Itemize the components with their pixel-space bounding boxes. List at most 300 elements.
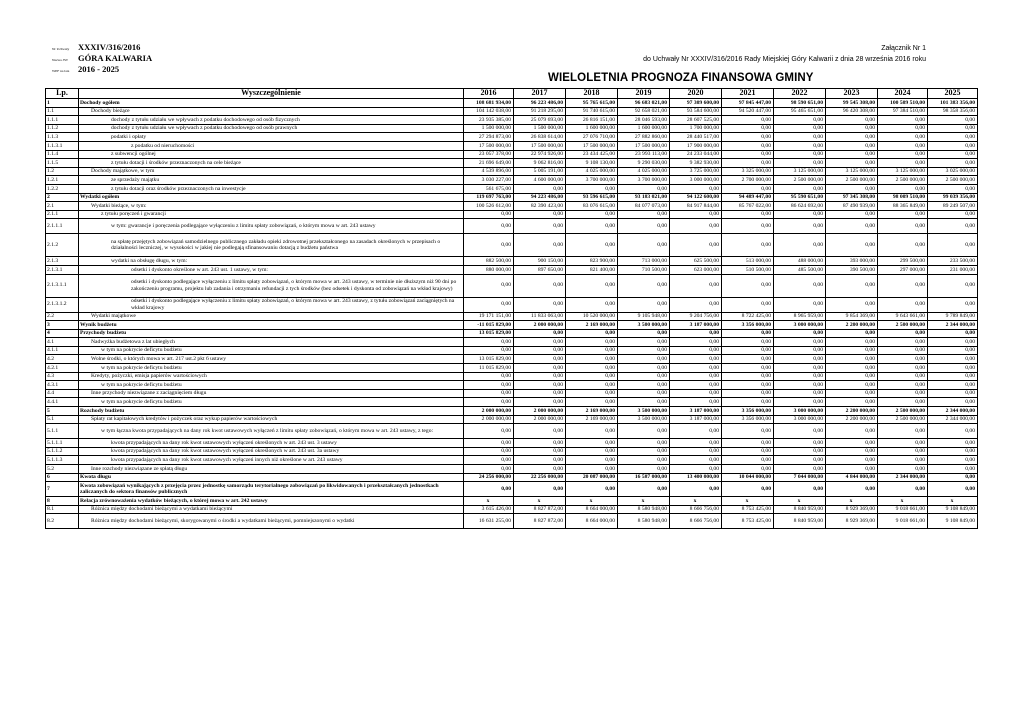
row-value: 87 490 939,00	[826, 202, 878, 211]
row-value: 27 882 860,00	[618, 133, 670, 142]
row-value: 0,00	[878, 372, 928, 381]
row-value: 0,00	[464, 456, 514, 465]
row-value: 3 615 426,00	[464, 505, 514, 514]
row-value: x	[878, 497, 928, 506]
row-value: 0,00	[722, 389, 774, 398]
row-value: 23 057 378,00	[464, 150, 514, 159]
row-value: 821 400,00	[566, 265, 618, 274]
row-value: 3 000 000,00	[774, 321, 826, 330]
row-lp: 1.2	[46, 167, 79, 176]
row-value: 0,00	[774, 274, 826, 297]
table-row	[46, 514, 978, 529]
row-value: 96 223 486,00	[514, 99, 566, 108]
row-value: 104 142 038,00	[464, 107, 514, 116]
row-value: 0,00	[774, 116, 826, 125]
row-value: 0,00	[566, 274, 618, 297]
row-value: 0,00	[928, 398, 978, 407]
row-value: 0,00	[722, 346, 774, 355]
row-value: 0,00	[566, 447, 618, 456]
row-value: 0,00	[774, 141, 826, 150]
table-row	[46, 346, 978, 355]
row-value: 0,00	[928, 447, 978, 456]
row-lp: 2.2	[46, 312, 79, 321]
label-nazwa-jst: Nazwa JST	[52, 58, 69, 62]
row-value: 89 249 507,00	[928, 202, 978, 211]
row-value: 2 500 000,00	[928, 176, 978, 185]
row-value: 0,00	[774, 219, 826, 234]
row-value: 94 122 600,00	[670, 193, 722, 202]
row-value: 4 025 000,00	[566, 167, 618, 176]
row-value: 2 200 000,00	[826, 407, 878, 416]
row-description: Wydatki majątkowe	[79, 312, 464, 321]
row-value: 0,00	[464, 439, 514, 448]
row-description: w tym łączna kwota przypadających na dany rok kwot ustawowych wyłączeń z limitu spłaty zobowiązań, o którym mowa w art. 243 ustawy, z tego:	[79, 424, 464, 439]
row-value: 0,00	[774, 482, 826, 497]
row-value: 0,00	[464, 210, 514, 219]
row-value: 0,00	[774, 159, 826, 168]
row-value: 0,00	[878, 346, 928, 355]
row-value: 0,00	[618, 234, 670, 257]
row-value: 0,00	[774, 338, 826, 347]
row-value: -11 015 829,00	[464, 321, 514, 330]
header-year: 2020	[670, 89, 722, 99]
row-value: 0,00	[566, 329, 618, 338]
row-value: 119 697 763,00	[464, 193, 514, 202]
row-value: 13 015 829,00	[464, 355, 514, 364]
row-value: 0,00	[618, 389, 670, 398]
row-value: 0,00	[722, 159, 774, 168]
document-header-left	[52, 42, 152, 75]
row-value: 0,00	[722, 372, 774, 381]
row-value: 0,00	[928, 439, 978, 448]
row-description: Dochody majątkowe, w tym	[79, 167, 464, 176]
row-description: Wydatki bieżące, w tym:	[79, 202, 464, 211]
row-value: 0,00	[670, 219, 722, 234]
row-lp: 5	[46, 407, 79, 416]
row-value: 623 000,00	[670, 265, 722, 274]
row-description: Przychody budżetu	[79, 329, 464, 338]
row-value: 8 664 000,00	[566, 505, 618, 514]
row-value: 0,00	[928, 338, 978, 347]
row-value: 94 223 486,00	[514, 193, 566, 202]
row-value: 20 087 000,00	[566, 473, 618, 482]
row-value: 2 169 000,00	[566, 415, 618, 424]
row-value: 0,00	[566, 456, 618, 465]
row-value: 0,00	[514, 398, 566, 407]
row-value: 0,00	[670, 439, 722, 448]
row-value: x	[774, 497, 826, 506]
row-value: 0,00	[878, 364, 928, 373]
table-row	[46, 202, 978, 211]
row-value: x	[464, 497, 514, 506]
table-row	[46, 482, 978, 497]
row-value: 0,00	[514, 219, 566, 234]
row-value: 95 465 651,00	[774, 107, 826, 116]
row-value: 0,00	[928, 372, 978, 381]
table-row	[46, 124, 978, 133]
row-value: 0,00	[618, 381, 670, 390]
row-value: 0,00	[514, 456, 566, 465]
row-value: 0,00	[514, 364, 566, 373]
row-value: 8 827 872,00	[514, 514, 566, 529]
row-lp: 6	[46, 473, 79, 482]
row-value: 0,00	[514, 210, 566, 219]
row-value: 0,00	[566, 424, 618, 439]
row-value: 0,00	[722, 364, 774, 373]
row-value: 3 700 000,00	[618, 176, 670, 185]
row-value: 0,00	[722, 133, 774, 142]
table-row	[46, 150, 978, 159]
row-value: 0,00	[670, 447, 722, 456]
row-value: 95 590 651,00	[774, 193, 826, 202]
row-value: 0,00	[826, 355, 878, 364]
row-value: 0,00	[670, 398, 722, 407]
row-value: 0,00	[774, 329, 826, 338]
row-value: 0,00	[514, 346, 566, 355]
table-row	[46, 497, 978, 506]
row-value: 0,00	[928, 297, 978, 312]
row-lp: 1.1.4	[46, 150, 79, 159]
row-value: 0,00	[826, 389, 878, 398]
table-row	[46, 372, 978, 381]
row-value: 8 666 756,00	[670, 505, 722, 514]
table-row	[46, 465, 978, 474]
header-year: 2019	[618, 89, 670, 99]
row-value: 0,00	[464, 389, 514, 398]
row-value: 0,00	[878, 133, 928, 142]
row-value: 3 030 227,00	[464, 176, 514, 185]
row-value: 0,00	[514, 234, 566, 257]
row-value: 0,00	[618, 364, 670, 373]
row-value: 3 125 000,00	[878, 167, 928, 176]
row-value: 13 015 829,00	[464, 329, 514, 338]
table-row	[46, 265, 978, 274]
row-value: 0,00	[826, 447, 878, 456]
row-value: 0,00	[514, 372, 566, 381]
row-description: ze sprzedaży majątku	[79, 176, 464, 185]
row-value: 0,00	[826, 141, 878, 150]
row-value: 0,00	[928, 329, 978, 338]
row-value: 0,00	[774, 184, 826, 193]
municipality-name: GÓRA KALWARIA	[78, 53, 153, 63]
row-value: 0,00	[826, 398, 878, 407]
row-value: 25 079 693,00	[514, 116, 566, 125]
row-value: 97 845 447,00	[722, 99, 774, 108]
row-lp: 4.1	[46, 338, 79, 347]
row-lp: 1.1.2	[46, 124, 79, 133]
row-lp: 1.2.2	[46, 184, 79, 193]
row-value: 11 833 063,00	[514, 312, 566, 321]
row-value: 3 500 000,00	[618, 415, 670, 424]
table-row	[46, 329, 978, 338]
row-value: 0,00	[514, 355, 566, 364]
row-value: 0,00	[722, 398, 774, 407]
row-value: 0,00	[928, 465, 978, 474]
row-value: 0,00	[722, 210, 774, 219]
row-lp: 4	[46, 329, 79, 338]
row-value: 3 725 000,00	[670, 167, 722, 176]
table-row	[46, 312, 978, 321]
row-value: 625 500,00	[670, 257, 722, 266]
table-row	[46, 364, 978, 373]
row-value: 9 789 849,00	[928, 312, 978, 321]
row-value: 0,00	[464, 274, 514, 297]
row-value: 0,00	[878, 116, 928, 125]
row-value: 823 900,00	[566, 257, 618, 266]
row-lp: 1	[46, 99, 79, 108]
row-lp: 2.1.1.1	[46, 219, 79, 234]
row-value: 0,00	[774, 389, 826, 398]
table-row	[46, 321, 978, 330]
row-value: 0,00	[878, 482, 928, 497]
row-value: 0,00	[722, 219, 774, 234]
row-description: Dochody bieżące	[79, 107, 464, 116]
row-value: 0,00	[928, 482, 978, 497]
row-lp: 2.1.3.1	[46, 265, 79, 274]
table-row	[46, 107, 978, 116]
row-value: 4 539 896,00	[464, 167, 514, 176]
row-value: 0,00	[928, 389, 978, 398]
row-value: 9 018 661,00	[878, 505, 928, 514]
table-row	[46, 167, 978, 176]
row-value: 0,00	[878, 184, 928, 193]
table-row	[46, 381, 978, 390]
row-lp: 2	[46, 193, 79, 202]
row-value: 0,00	[618, 398, 670, 407]
row-value: 0,00	[722, 116, 774, 125]
row-description: Nadwyżka budżetowa z lat ubiegłych	[79, 338, 464, 347]
row-value: 0,00	[670, 210, 722, 219]
row-value: 2 200 000,00	[826, 415, 878, 424]
row-value: 11 015 829,00	[464, 364, 514, 373]
row-description: dochody z tytułu udziału we wpływach z podatku dochodowego od osób fizycznych	[79, 116, 464, 125]
row-value: 0,00	[826, 234, 878, 257]
row-value: 0,00	[722, 141, 774, 150]
table-row	[46, 257, 978, 266]
row-value: 91 218 295,00	[514, 107, 566, 116]
resolution-number: XXXIV/316/2016	[78, 42, 141, 52]
row-lp: 2.1.3.1.1	[46, 274, 79, 297]
row-value: 8 666 756,00	[670, 514, 722, 529]
label-wpf-na-lata: WPF na lata	[52, 69, 70, 73]
header-year: 2016	[464, 89, 514, 99]
row-value: 0,00	[566, 381, 618, 390]
row-value: 0,00	[826, 116, 878, 125]
row-value: 9 062 816,00	[514, 159, 566, 168]
row-value: 2 500 000,00	[878, 176, 928, 185]
row-lp: 1.1.3.1	[46, 141, 79, 150]
row-lp: 2.1.3.1.2	[46, 297, 79, 312]
row-value: 2 700 000,00	[722, 176, 774, 185]
row-value: 2 344 000,00	[928, 415, 978, 424]
row-value: 9 854 369,00	[826, 312, 878, 321]
row-value: 0,00	[566, 338, 618, 347]
row-value: 0,00	[878, 150, 928, 159]
row-value: 3 500 000,00	[618, 407, 670, 416]
row-value: 0,00	[670, 338, 722, 347]
row-value: 0,00	[722, 482, 774, 497]
row-value: 13 400 000,00	[670, 473, 722, 482]
row-value: 488 000,00	[774, 257, 826, 266]
row-value: 299 500,00	[878, 257, 928, 266]
row-value: 2 000 000,00	[464, 407, 514, 416]
table-header-row	[46, 89, 978, 99]
row-value: 9 382 930,00	[670, 159, 722, 168]
row-value: 297 000,00	[878, 265, 928, 274]
row-value: 24 256 000,00	[464, 473, 514, 482]
row-value: 108 681 934,00	[464, 99, 514, 108]
header-description: Wyszczególnienie	[79, 89, 464, 99]
row-value: 900 150,00	[514, 257, 566, 266]
row-value: 0,00	[722, 124, 774, 133]
row-value: x	[928, 497, 978, 506]
row-value: 0,00	[722, 381, 774, 390]
attachment-reference: do Uchwały Nr XXXIV/316/2016 Rady Miejskiej Góry Kalwarii z dnia 28 września 2016 roku	[643, 56, 926, 63]
row-description: Spłaty rat kapitałowych kredytów i pożyczek oraz wykup papierów wartościowych	[79, 415, 464, 424]
row-value: 0,00	[826, 338, 878, 347]
row-value: 9 643 661,00	[878, 312, 928, 321]
row-value: 97 345 308,00	[826, 193, 878, 202]
row-value: 27 294 873,00	[464, 133, 514, 142]
row-value: 0,00	[774, 133, 826, 142]
row-value: 0,00	[670, 424, 722, 439]
row-lp: 5.1.1.1	[46, 439, 79, 448]
row-value: 9 108 130,00	[566, 159, 618, 168]
table-body	[46, 99, 978, 529]
row-value: 0,00	[826, 150, 878, 159]
row-value: 0,00	[618, 346, 670, 355]
row-value: 101 383 356,00	[928, 99, 978, 108]
row-value: 28 046 593,00	[618, 116, 670, 125]
row-value: 897 650,00	[514, 265, 566, 274]
row-value: 0,00	[774, 355, 826, 364]
row-value: 2 500 000,00	[774, 176, 826, 185]
row-value: 0,00	[670, 381, 722, 390]
row-lp: 4.4.1	[46, 398, 79, 407]
row-value: 0,00	[464, 447, 514, 456]
row-value: 0,00	[464, 297, 514, 312]
row-value: 0,00	[774, 297, 826, 312]
row-value: 0,00	[670, 372, 722, 381]
row-value: 0,00	[464, 381, 514, 390]
row-lp: 5.1.1	[46, 424, 79, 439]
table-row	[46, 176, 978, 185]
document-title: WIELOLETNIA PROGNOZA FINANSOWA GMINY	[548, 72, 814, 84]
row-value: 0,00	[618, 219, 670, 234]
row-value: 5 005 191,00	[514, 167, 566, 176]
row-value: 0,00	[928, 159, 978, 168]
row-value: 1 700 000,00	[670, 124, 722, 133]
row-value: 24 233 044,00	[670, 150, 722, 159]
table-row	[46, 234, 978, 257]
row-value: 0,00	[514, 439, 566, 448]
row-value: 0,00	[928, 133, 978, 142]
table-row	[46, 389, 978, 398]
row-value: 0,00	[826, 439, 878, 448]
row-value: 0,00	[826, 424, 878, 439]
row-value: 3 356 000,00	[722, 321, 774, 330]
row-value: 0,00	[464, 398, 514, 407]
row-value: 510 500,00	[722, 265, 774, 274]
row-value: 0,00	[774, 398, 826, 407]
row-lp: 2.1.3	[46, 257, 79, 266]
table-row	[46, 439, 978, 448]
row-value: 0,00	[618, 465, 670, 474]
row-description: w tym: gwarancje i poręczenia podlegające wyłączeniu z limitu spłaty zobowiązań, o którym mowa w art. 243 ustawy	[79, 219, 464, 234]
row-value: 19 171 151,00	[464, 312, 514, 321]
row-description: z tytułu poręczeń i gwarancji	[79, 210, 464, 219]
row-value: 0,00	[722, 329, 774, 338]
row-value: 0,00	[722, 439, 774, 448]
row-value: 880 000,00	[464, 265, 514, 274]
row-value: 28 607 525,00	[670, 116, 722, 125]
row-description: Wolne środki, o których mowa w art. 217 ust.2 pkt 6 ustawy	[79, 355, 464, 364]
row-value: 3 025 000,00	[928, 167, 978, 176]
row-lp: 1.1.1	[46, 116, 79, 125]
row-value: 0,00	[878, 141, 928, 150]
row-value: 0,00	[774, 210, 826, 219]
row-description: z tytułu dotacji oraz środków przeznaczonych na inwestycje	[79, 184, 464, 193]
row-value: 22 974 926,00	[514, 150, 566, 159]
row-value: 0,00	[826, 274, 878, 297]
row-value: 0,00	[566, 297, 618, 312]
row-value: 3 356 000,00	[722, 407, 774, 416]
row-value: 9 105 948,00	[618, 312, 670, 321]
forecast-table	[45, 88, 978, 529]
row-value: 97 384 510,00	[878, 107, 928, 116]
row-value: 94 489 447,00	[722, 193, 774, 202]
row-value: 0,00	[618, 355, 670, 364]
row-value: 3 325 000,00	[722, 167, 774, 176]
row-value: 0,00	[774, 447, 826, 456]
row-value: 0,00	[670, 482, 722, 497]
row-value: 93 183 021,00	[618, 193, 670, 202]
row-value: 3 125 000,00	[774, 167, 826, 176]
row-lp: 5.1.1.3	[46, 456, 79, 465]
row-value: x	[566, 497, 618, 506]
row-value: 4 025 000,00	[618, 167, 670, 176]
row-value: 0,00	[878, 219, 928, 234]
row-value: 8 840 959,00	[774, 514, 826, 529]
row-value: 100 509 510,00	[878, 99, 928, 108]
row-value: 0,00	[928, 124, 978, 133]
row-value: 8 840 959,00	[774, 505, 826, 514]
row-value: 0,00	[514, 297, 566, 312]
document-header-right	[643, 43, 926, 65]
row-value: 0,00	[670, 274, 722, 297]
row-value: 0,00	[878, 424, 928, 439]
row-value: 2 169 000,00	[566, 407, 618, 416]
row-value: 0,00	[514, 184, 566, 193]
row-value: 0,00	[464, 372, 514, 381]
row-value: 95 765 615,00	[566, 99, 618, 108]
row-value: 0,00	[566, 355, 618, 364]
row-value: 0,00	[722, 184, 774, 193]
row-description: Rozchody budżetu	[79, 407, 464, 416]
row-value: 390 500,00	[826, 265, 878, 274]
row-value: 0,00	[826, 456, 878, 465]
row-value: 0,00	[928, 364, 978, 373]
row-value: 0,00	[514, 424, 566, 439]
row-value: 83 076 615,00	[566, 202, 618, 211]
row-value: 9 290 030,00	[618, 159, 670, 168]
row-value: 0,00	[928, 355, 978, 364]
row-value: 0,00	[826, 297, 878, 312]
row-value: 0,00	[566, 465, 618, 474]
row-value: 98 009 510,00	[878, 193, 928, 202]
row-value: 100 526 612,00	[464, 202, 514, 211]
row-value: 0,00	[928, 274, 978, 297]
